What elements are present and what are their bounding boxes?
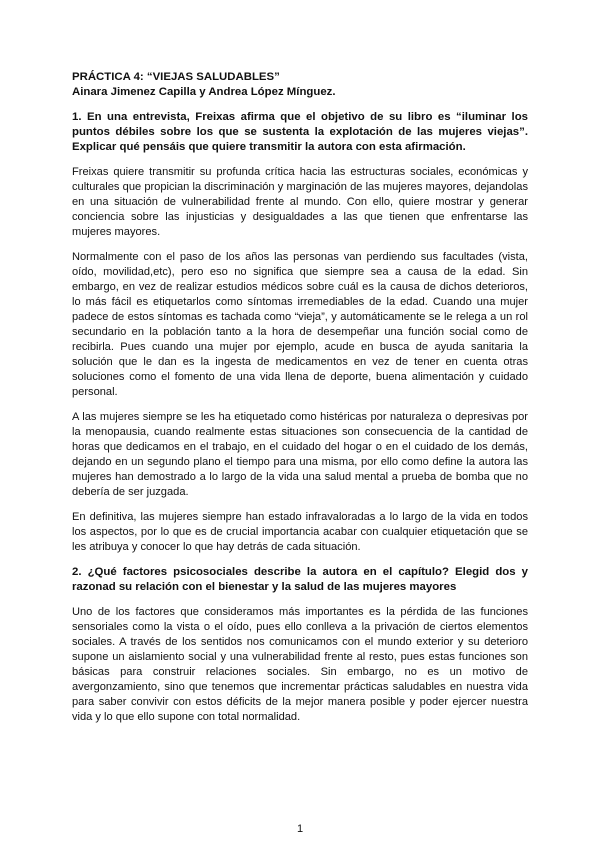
answer-1-paragraph-3: A las mujeres siempre se les ha etiquetado como histéricas por naturaleza o depresivas por la menopausia, cuando realmente estas situaciones son consecuencia de la cantidad de horas que dedicamos en el trabajo, en el cuidado del hogar o en el cuidado de los demás, dejando en un segundo plano el tiempo para una misma, por ello como define la autora las mujeres han demostrado a lo largo de la vida una salud mental a prueba de bomba que no debería de ser juzgada.: [72, 411, 528, 498]
answer-1-paragraph-4: En definitiva, las mujeres siempre han estado infravaloradas a lo largo de la vida en todos los aspectos, por lo que es de crucial importancia acabar con cualquier etiquetación que se les atribuya y conocer lo que hay detrás de cada situación.: [72, 511, 528, 553]
question-1-heading: 1. En una entrevista, Freixas afirma que el objetivo de su libro es “iluminar los puntos débiles sobre los que se sustenta la explotación de las mujeres viejas”. Explicar qué pensáis que quiere transmitir la autora con esta afirmación.: [72, 111, 528, 153]
page-number: 1: [296, 823, 304, 835]
document-title: PRÁCTICA 4: “VIEJAS SALUDABLES”: [72, 71, 280, 83]
document-authors: Ainara Jimenez Capilla y Andrea López Mínguez.: [72, 86, 336, 98]
question-2-heading: 2. ¿Qué factores psicosociales describe la autora en el capítulo? Elegid dos y razonad su relación con el bienestar y la salud de las mujeres mayores: [72, 566, 528, 593]
answer-2-paragraph-1: Uno de los factores que consideramos más importantes es la pérdida de las funciones sensoriales como la vista o el oído, pues ello conlleva a la privación de ciertos elementos sociales. A través de los sentidos nos comunicamos con el mundo exterior y su deterioro supone un aislamiento social y una vulnerabilidad frente al resto, pues estas funciones son básicas para construir relaciones sociales. Sin embargo, no es un motivo de avergonzamiento, sino que tenemos que incrementar prácticas saludables en nuestra vida para saber convivir con estos déficits de la mejor manera posible y poder ejercer nuestra vida y lo que ello supone con total normalidad.: [72, 606, 528, 723]
answer-1-paragraph-2: Normalmente con el paso de los años las personas van perdiendo sus facultades (vista, oído, movilidad,etc), pero eso no significa que siempre sea a causa de la edad. Sin embargo, en vez de realizar estudios médicos sobre cuál es la causa de dichos deterioros, lo más fácil es etiquetarlos como síntomas irremediables de la edad. Cuando una mujer padece de estos síntomas es tachada como “vieja”, y automáticamente se le relega a un rol secundario en la población tanto a la hora de desempeñar una función social como de recibirla. Pues cuando una mujer por ejemplo, acude en busca de ayuda sanitaria la solución que le dan es la ingesta de medicamentos en vez de tener en cuenta otras soluciones como el fomento de una vida llena de deporte, buena alimentación y cuidado personal.: [72, 251, 528, 398]
question-1-section: [72, 110, 528, 555]
question-2-section: [72, 565, 528, 725]
answer-1-paragraph-1: Freixas quiere transmitir su profunda crítica hacia las estructuras sociales, económicas y culturales que propician la discriminación y marginación de las mujeres mayores, dejandolas en una situación de vulnerabilidad frente al mundo. Con ello, quiere mostrar y generar conciencia sobre las injusticias y desigualdades a las que tienen que enfrentarse las mujeres mayores.: [72, 166, 528, 238]
